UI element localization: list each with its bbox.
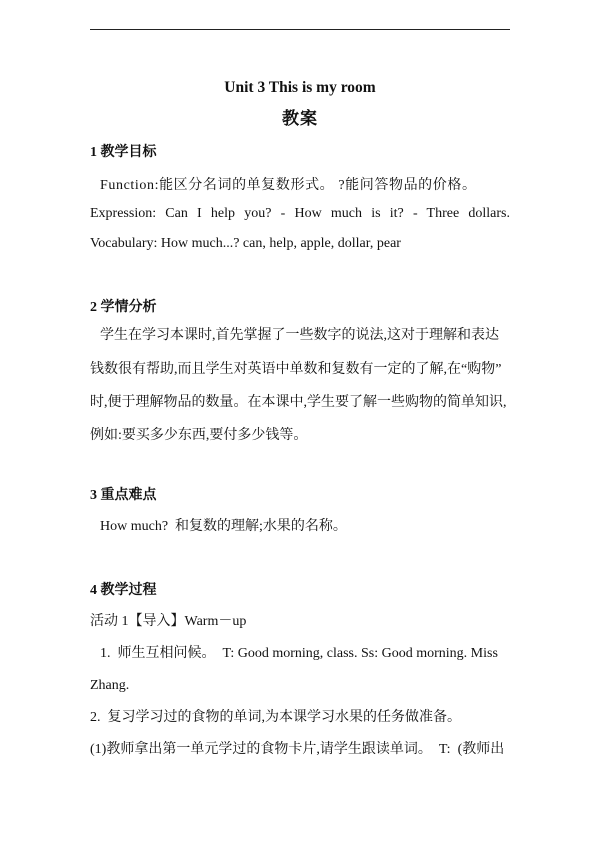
paragraph-line: 时,便于理解物品的数量。在本课中,学生要了解一些购物的简单知识, [90, 395, 507, 410]
paragraph-line: Function:能区分名词的单复数形式。 ?能问答物品的价格。 [100, 178, 477, 193]
paragraph-line: Vocabulary: How much...? can, help, apple, dollar, pear [90, 236, 401, 251]
section-heading-objectives: 1 教学目标 [90, 145, 157, 160]
section-heading-analysis: 2 学情分析 [90, 300, 157, 315]
paragraph-line: 1. 师生互相问候。 T: Good morning, class. Ss: Good morning. Miss [100, 646, 498, 661]
section-heading-process: 4 教学过程 [90, 583, 157, 598]
document-title: Unit 3 This is my room [224, 79, 376, 96]
paragraph-line: 学生在学习本课时,首先掌握了一些数字的说法,这对于理解和表达 [100, 328, 499, 343]
paragraph-line: How much? 和复数的理解;水果的名称。 [100, 519, 347, 534]
paragraph-line: 2. 复习学习过的食物的单词,为本课学习水果的任务做准备。 [90, 710, 461, 725]
section-heading-key-points: 3 重点难点 [90, 488, 157, 503]
paragraph-line: 例如:要买多少东西,要付多少钱等。 [90, 428, 308, 443]
paragraph-line: (1)教师拿出第一单元学过的食物卡片,请学生跟读单词。 T: (教师出 [90, 742, 505, 757]
document-subtitle: 教案 [282, 109, 318, 128]
activity-label: 活动 1【导入】Warm－up [90, 614, 247, 629]
header-rule [90, 29, 510, 30]
paragraph-line: Zhang. [90, 678, 130, 693]
paragraph-line: Expression: Can I help you? - How much is it? - Three dollars. [90, 206, 510, 221]
paragraph-line: 钱数很有帮助,而且学生对英语中单数和复数有一定的了解,在“购物” [90, 362, 502, 377]
